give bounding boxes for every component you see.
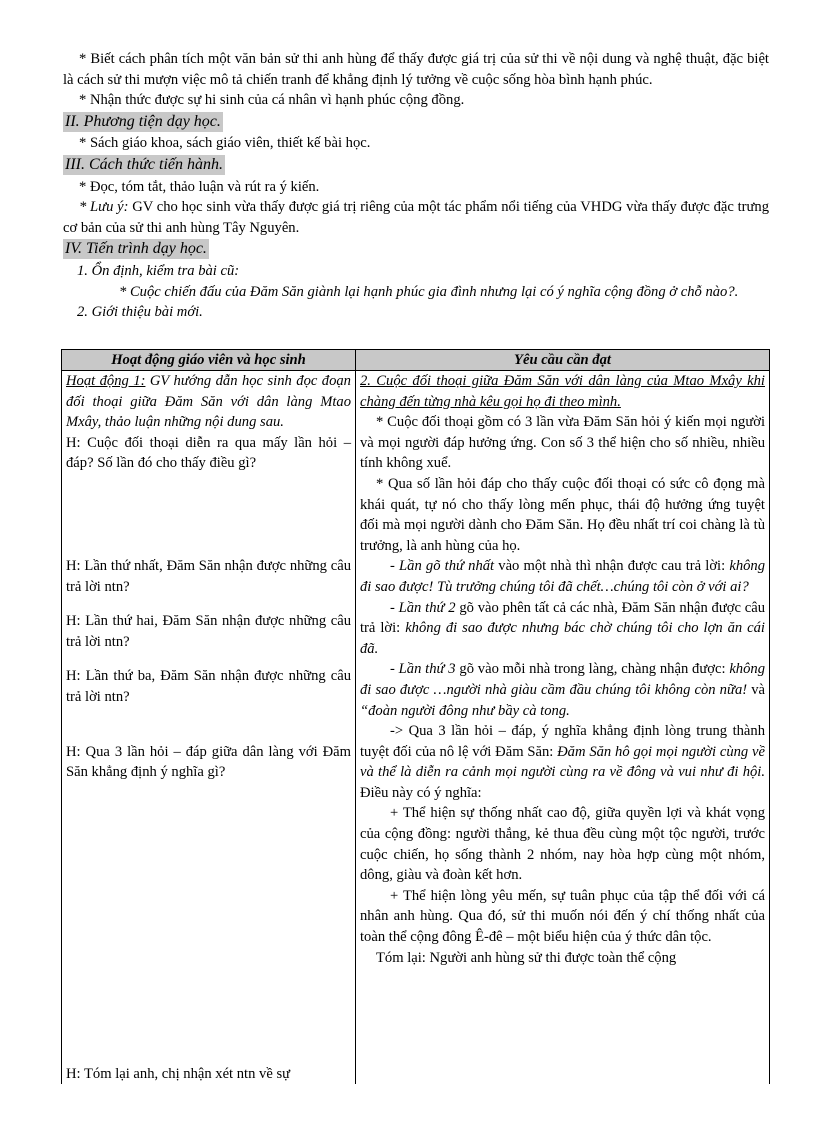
note-text: GV cho học sinh vừa thấy được giá trị riêng của một tác phẩm nổi tiếng của VHDG vừa thấy được đặc trưng cơ bản của sử thi anh hùng Tây Nguyên.: [63, 199, 769, 236]
question-6: H: Tóm lại anh, chị nhận xét ntn về sự: [66, 1065, 291, 1082]
requirement-answer-7: + Thể hiện sự thống nhất cao độ, giữa quyền lợi và khát vọng của cộng đồng: người thắng, kẻ thua đều cùng một tộc người, trước cuộc chiến, họ sống thành 2 nhóm, nay hòa hợp cùng một nhóm, dông, giàu và đoàn kết hơn.: [360, 805, 765, 884]
answer-5-and: và: [747, 681, 765, 698]
requirements-column: [356, 371, 770, 1085]
requirement-answer-4: [360, 598, 765, 660]
requirement-answer-6: [360, 721, 765, 803]
process-item-2: 2. Giới thiệu bài mới.: [77, 304, 203, 321]
answer-4-mid: gõ vào phên tất cả các nhà, Đăm Săn nhận được câu trả lời:: [360, 599, 765, 637]
section-title-method: III. Cách thức tiến hành.: [65, 155, 224, 173]
section-text-method: * Đọc, tóm tắt, thảo luận và rút ra ý kiến.: [79, 178, 320, 195]
question-1: H: Cuộc đối thoại diễn ra qua mấy lần hỏi – đáp? Số lần đó cho thấy điều gì?: [66, 434, 351, 472]
requirement-answer-1: * Cuộc đối thoại gồm có 3 lần vừa Đăm Săn hỏi ý kiến mọi người và mọi người đáp hưởng ứng. Con số 3 thể hiện cho số nhiều, nhiều tính không xuể.: [360, 414, 765, 472]
requirement-answer-3: [360, 556, 765, 597]
question-4: H: Lần thứ ba, Đăm Săn nhận được những câu trả lời ntn?: [66, 668, 351, 705]
activity-text: GV hướng dẫn học sinh đọc đoạn đối thoại giữa Đăm Săn với dân làng Mtao Mxây, thảo luận những nội dung sau.: [66, 373, 351, 431]
requirement-heading: 2. Cuộc đối thoại giữa Đăm Săn với dân làng của Mtao Mxây khi chàng đến từng nhà kêu gọi họ đi theo mình.: [360, 373, 765, 410]
answer-3-mid: vào một nhà thì nhận được cau trả lời:: [494, 558, 730, 575]
intro-paragraph-2: * Nhận thức được sự hi sinh của cá nhân vì hạnh phúc cộng đồng.: [79, 92, 465, 109]
lesson-table: [61, 349, 770, 1084]
question-5: H: Qua 3 lần hỏi – đáp giữa dân làng với Đăm Săn khẳng định ý nghĩa gì?: [66, 743, 351, 781]
section-text-means: * Sách giáo khoa, sách giáo viên, thiết kế bài học.: [79, 135, 371, 152]
note-label: * Lưu ý:: [79, 199, 129, 216]
section-title-process: IV. Tiến trình dạy học.: [65, 240, 207, 258]
process-item-1: 1. Ổn định, kiểm tra bài cũ:: [77, 262, 240, 279]
answer-5-quote-1: không đi sao được …người nhà giàu cầm đầu chúng tôi không còn nữa!: [360, 661, 765, 698]
answer-6-tail: Điều này có ý nghĩa:: [360, 784, 482, 801]
requirement-answer-5: [360, 659, 765, 721]
question-2: H: Lần thứ nhất, Đăm Săn nhận được những câu trả lời ntn?: [66, 557, 351, 595]
answer-6-lead: -> Qua 3 lần hỏi – đáp, ý nghĩa khẳng định lòng trung thành tuyệt đối của nô lệ với Đăm Săn:: [360, 723, 765, 760]
answer-5-lead: - Lần thứ 3: [390, 661, 456, 678]
answer-6-quote: Đăm Săn hô gọi mọi người cùng về và thể là diễn ra cảnh mọi người cùng ra về đông và vui như đi hội.: [360, 743, 765, 781]
answer-5-quote-2: “đoàn người đông như bầy cà tong.: [360, 702, 570, 719]
header-requirements: Yêu cầu cần đạt: [356, 350, 770, 371]
requirement-answer-2: * Qua số lần hỏi đáp cho thấy cuộc đối thoại có sức cô đọng mà khái quát, tự nó cho thấy lòng mến phục, thái độ hưởng ứng tuyệt đối mà mọi người dành cho Đăm Săn. Họ đều nhất trí coi chàng là tù trưởng, là anh hùng của họ.: [360, 475, 765, 554]
section-title-means: II. Phương tiện dạy học.: [65, 112, 221, 130]
activity-1: [66, 371, 351, 433]
answer-4-quote: không đi sao được nhưng bác chờ chúng tôi cho lợn ăn cái đã.: [360, 620, 765, 657]
section-note: [63, 197, 769, 238]
table-row: [62, 371, 770, 1085]
intro-paragraph-1: * Biết cách phân tích một văn bản sử thi anh hùng để thấy được giá trị của sử thi về nội dung và nghệ thuật, đặc biệt là cách sử thi mượn việc mô tả chiến tranh để khẳng định lý tưởng về cuộc sống hòa bình hạnh phúc.: [63, 51, 769, 88]
header-teacher-student: Hoạt động giáo viên và học sinh: [62, 350, 356, 371]
table-header-row: [62, 350, 770, 371]
answer-3-quote: không đi sao được! Tù trưởng chúng tôi đã chết…chúng tôi còn ở với ai?: [360, 558, 766, 595]
answer-4-lead: - Lần thứ 2: [390, 599, 456, 616]
teacher-student-column: [62, 371, 356, 1085]
document-page: [63, 49, 769, 323]
requirement-answer-8: + Thể hiện lòng yêu mến, sự tuân phục của tập thể đối với cá nhân anh hùng. Qua đó, sử thi muốn nói đến ý chí thống nhất của toàn thể cộng đông Ê-đê – một biểu hiện của ý thức dân tộc.: [360, 887, 765, 946]
requirement-summary: Tóm lại: Người anh hùng sử thi được toàn thể cộng: [376, 949, 677, 966]
answer-3-lead: - Lần gõ thứ nhất: [390, 558, 495, 575]
question-3: H: Lần thứ hai, Đăm Săn nhận được những câu trả lời ntn?: [66, 613, 351, 650]
answer-5-mid: gõ vào mỗi nhà trong làng, chàng nhận được:: [455, 661, 730, 678]
activity-label: Hoạt động 1:: [66, 373, 146, 389]
review-question: * Cuộc chiến đấu của Đăm Săn giành lại hạnh phúc gia đình nhưng lại có ý nghĩa cộng đồng ở chỗ nào?.: [119, 283, 739, 300]
